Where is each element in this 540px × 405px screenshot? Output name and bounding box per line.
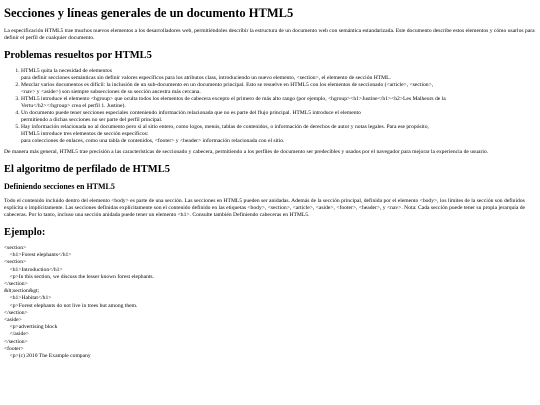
list-item bbox=[21, 82, 536, 96]
code-line: <h1>Habitat</h1> bbox=[4, 295, 52, 302]
list-item-text: Vertu</h2></hgroup> crea el perfil 1. Justine). bbox=[21, 103, 126, 109]
code-line: <footer> bbox=[4, 345, 24, 352]
code-line: <p>(c) 2010 The Example company bbox=[4, 353, 91, 360]
code-line: <aside> bbox=[4, 317, 22, 324]
list-item-text: HTML5 quita la necesidad de elementos bbox=[21, 68, 112, 74]
list-item-text: para colecciones de enlaces, como una tabla de contenidos, <footer> y <header> información relacionada con el sitio. bbox=[21, 138, 285, 144]
list-item-text: Un documento puede tener secciones especiales conteniendo información relacionada que no es parte del flujo principal. HTML5 introduce el elemento bbox=[21, 110, 361, 116]
intro-paragraph: La especificación HTML5 trae muchos nuevos elementos a los desarrolladores web, permitiéndoles describir la estructura de un documento web con semántica estandarizada. Este documento describe estos elementos y cómo usarlos para definir el perfil de cualquier documento. bbox=[4, 28, 535, 41]
list-item bbox=[21, 124, 536, 145]
problems-list bbox=[4, 68, 536, 145]
code-line: <p>advertising block bbox=[4, 324, 58, 331]
example-heading: Ejemplo: bbox=[4, 227, 46, 238]
code-line: </section> bbox=[4, 281, 28, 288]
list-item bbox=[21, 96, 536, 110]
defining-sections-paragraph: Todo el contenido incluido dentro del elemento <body> es parte de una sección. Las secciones en HTML5 pueden ser anidadas. Además de la sección principal, definida por el elemento <body>, los límites de la sección son definidos explícita o implícitamente. Las secciones definidas explícitamente son el contenido definido en las etiquetas <body>, <section>, <article>, <aside>, <footer>, <header>, y <nav>. Nota: Cada sección puede tener su propia jerarquía de cabeceras. Por lo tanto, incluso una sección anidada puede tener un elemento <h1>. Consulte también Definiendo cabeceras en HTML5. bbox=[4, 198, 526, 218]
list-item-text: Mezclar varios documentos es difícil: la inclusión de un sub-documento en un documento principal. Esto se resuelve en HTML5 con los elementos de seccionado (<article>, <section>, bbox=[21, 82, 434, 88]
defining-sections-heading: Definiendo secciones en HTML5 bbox=[4, 182, 115, 191]
list-item bbox=[21, 110, 536, 124]
code-example bbox=[4, 245, 536, 360]
summary-paragraph: De manera más general, HTML5 trae precisión a las características de seccionado y cabecera, permitiendo a los perfiles de documento ser predecibles y usados por el navegador para mejorar la experiencia de usuario. bbox=[4, 149, 489, 155]
code-line: <h1>Forest elephants</h1> bbox=[4, 252, 72, 259]
code-line: </aside> bbox=[4, 331, 29, 338]
code-line: <h1>Introduction</h1> bbox=[4, 266, 63, 273]
list-item-text: HTML5 introduce tres elementos de sección específicos: bbox=[21, 131, 149, 137]
list-item-text: <nav> y <aside>) son siempre subsecciones de su sección ancestra más cercana. bbox=[21, 89, 201, 95]
code-line: <p>In this section, we discuss the lesser known forest elephants. bbox=[4, 273, 155, 280]
page-title: Secciones y líneas generales de un documento HTML5 bbox=[4, 6, 294, 20]
code-line: </section> bbox=[4, 338, 28, 345]
code-line: <section> bbox=[4, 259, 27, 266]
code-line: <p>Forest elephants do not live in trees but among them. bbox=[4, 302, 138, 309]
code-line: &lt;section&gt; bbox=[4, 288, 40, 295]
problems-heading: Problemas resueltos por HTML5 bbox=[4, 50, 152, 61]
list-item-text: permitiendo a dichas secciones no ser parte del perfil principal. bbox=[21, 117, 163, 123]
list-item-text: HTML5 introduce el elemento <hgroup> que oculta todos los elementos de cabecera excepto el primero de más alto rango (por ejemplo, <hgroup><h1>Justine</h1><h2>Les Malheurs de la bbox=[21, 96, 446, 102]
code-line: </section> bbox=[4, 309, 28, 316]
list-item bbox=[21, 68, 536, 82]
list-item-text: para definir secciones semánticas sin definir valores específicos para los atributos class, introduciendo un nuevo elemento, <section>, el elemento de sección HTML. bbox=[21, 75, 391, 81]
code-line: <section> bbox=[4, 245, 27, 251]
list-item-text: Hay información relacionada no al documento pero sí al sitio entero, como logos, menús, tablas de contenidos, o información de derechos de autor y notas legales. Para ese propósito, bbox=[21, 124, 429, 130]
algorithm-heading: El algoritmo de perfilado de HTML5 bbox=[4, 164, 170, 175]
